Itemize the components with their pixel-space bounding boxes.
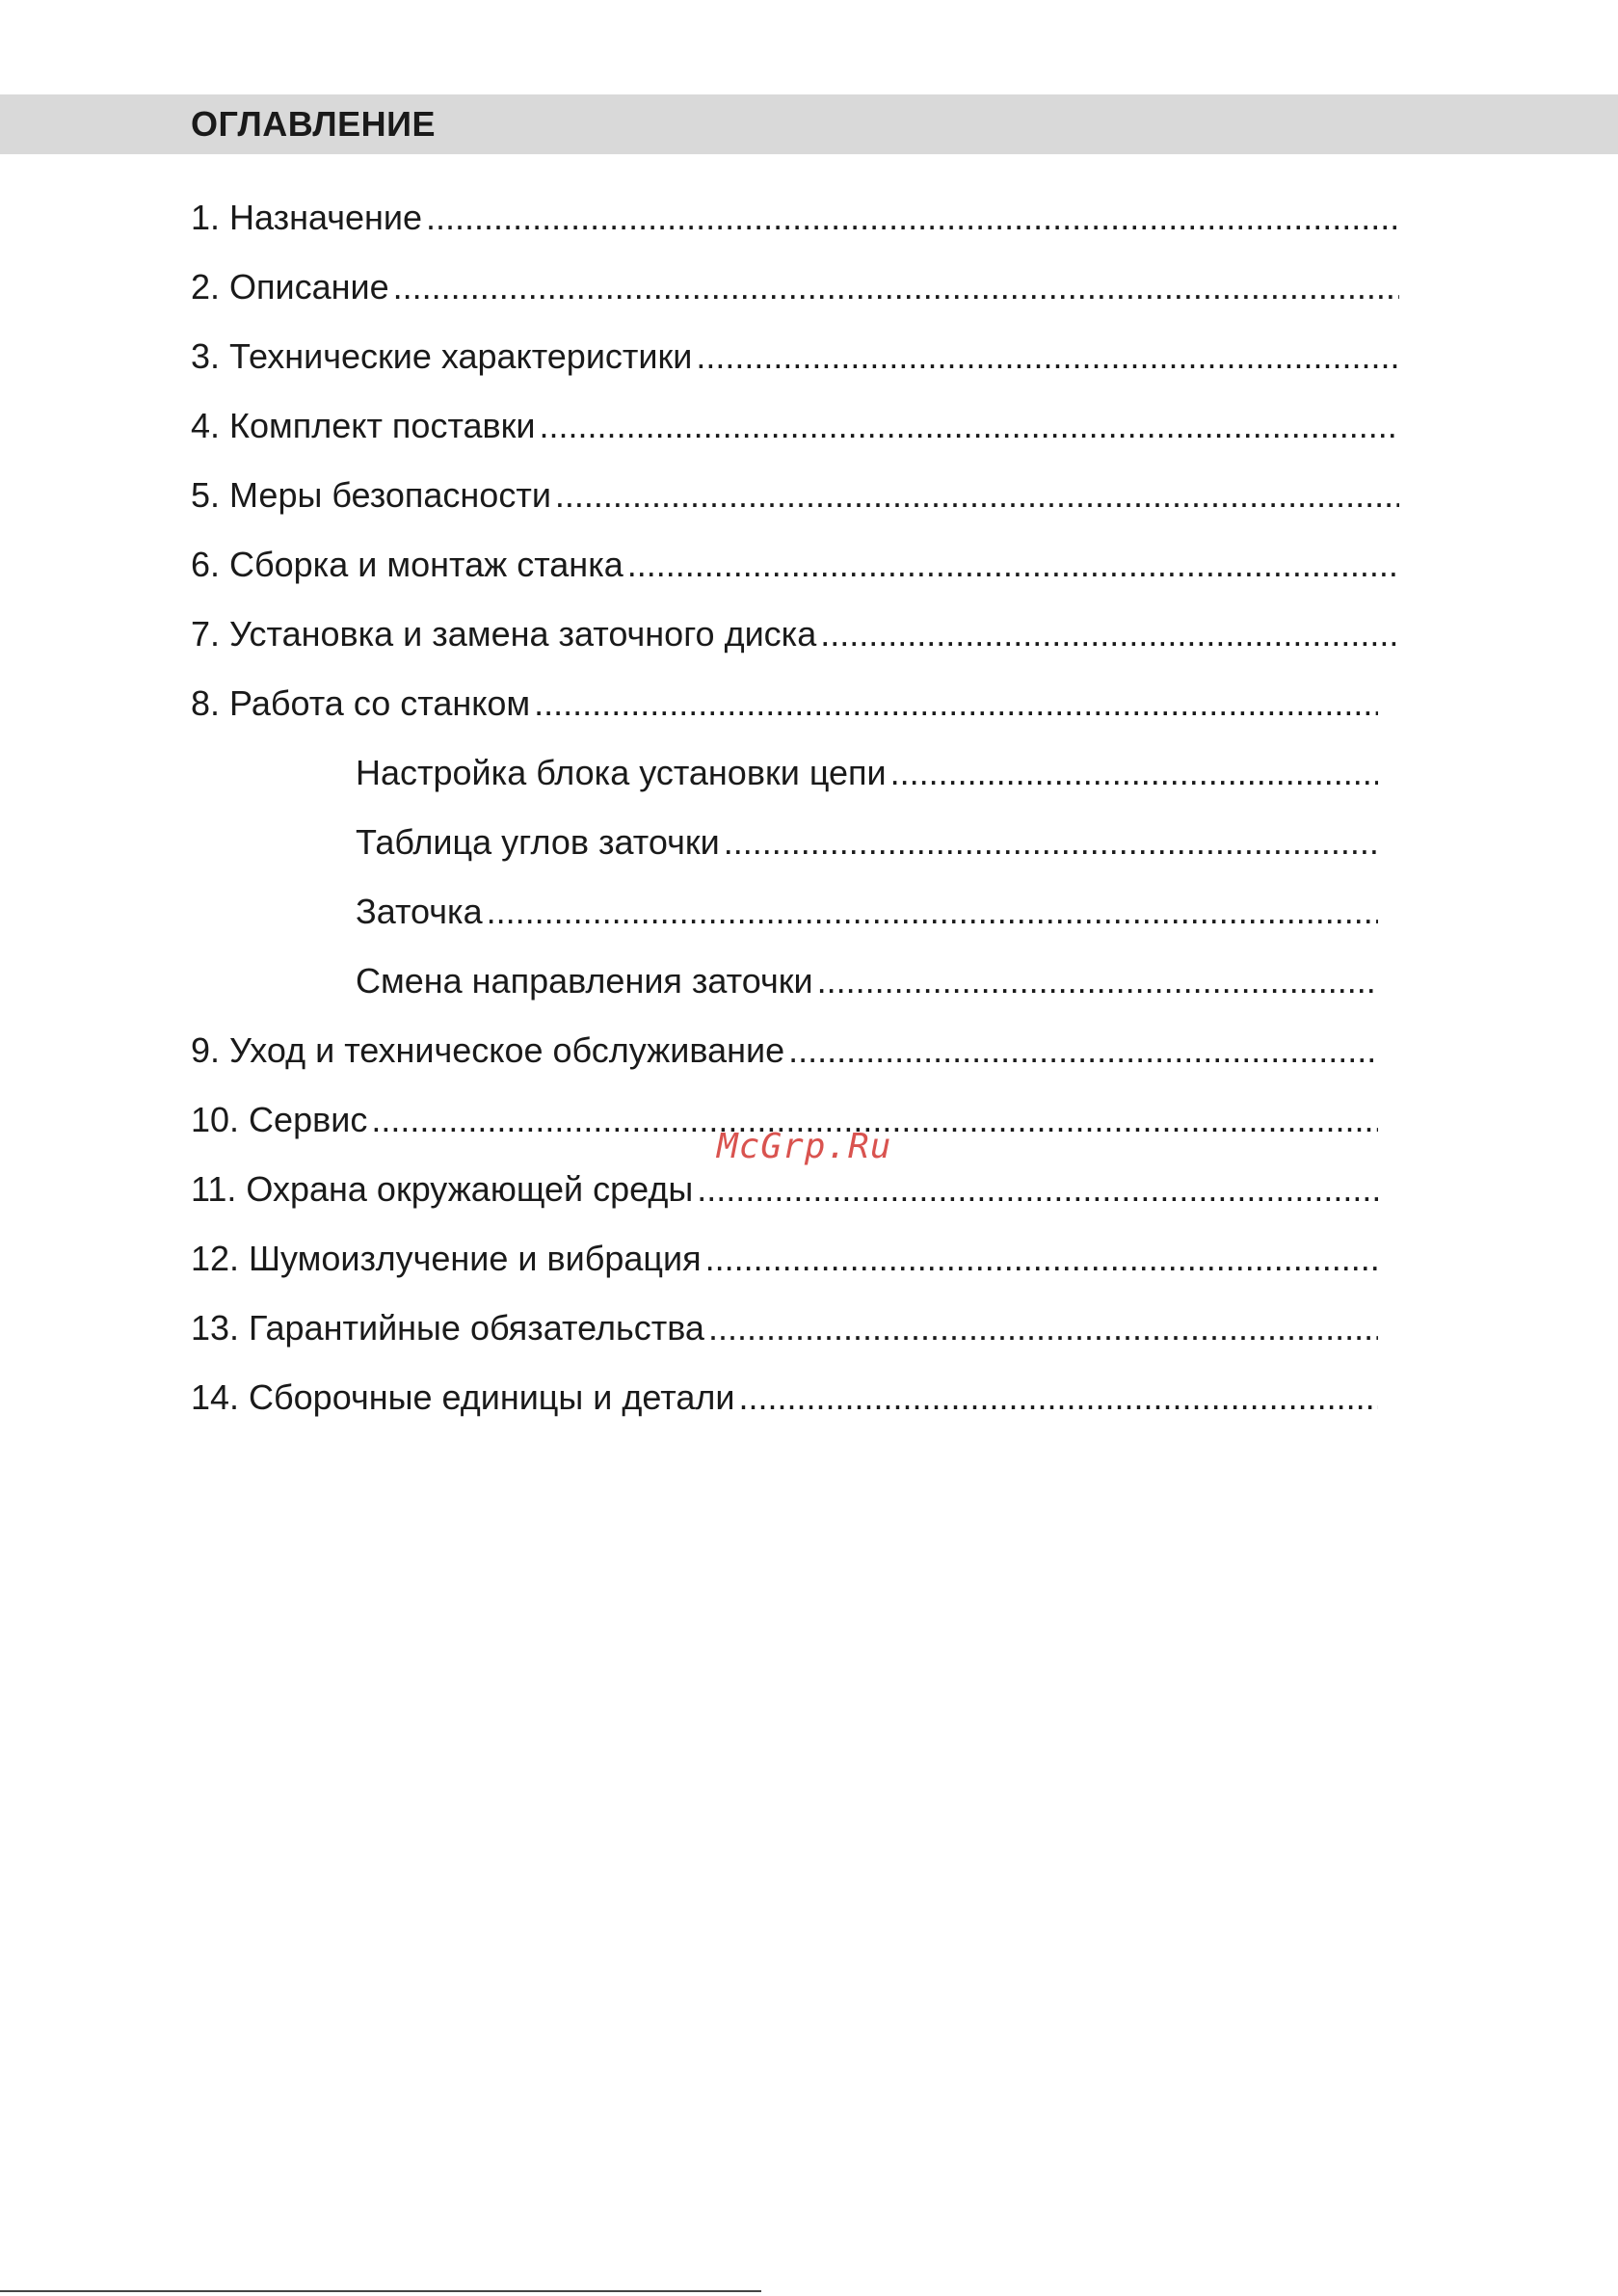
toc-entry-11[interactable] <box>191 1167 1378 1212</box>
toc-subentry-8-2[interactable] <box>356 820 1378 865</box>
bottom-divider <box>0 2290 761 2292</box>
watermark: McGrp.Ru <box>717 1127 892 1166</box>
toc-entry-label: 9. Уход и техническое обслуживание <box>191 1030 785 1070</box>
toc-leader-dots <box>708 1306 1378 1350</box>
toc-leader-dots <box>705 1237 1378 1281</box>
toc-entry-14[interactable] <box>191 1375 1378 1420</box>
toc-entry-label: 1. Назначение <box>191 198 423 237</box>
toc-leader-dots <box>738 1375 1378 1420</box>
toc-leader-dots <box>534 681 1378 726</box>
toc-entry-label: 11. Охрана окружающей среды <box>191 1169 694 1209</box>
toc-entry-3[interactable] <box>191 334 1399 379</box>
toc-entry-1[interactable] <box>191 196 1399 240</box>
toc-leader-dots <box>817 959 1378 1003</box>
toc-leader-dots <box>788 1028 1378 1073</box>
toc-entry-4[interactable] <box>191 404 1399 448</box>
toc-entry-label: 12. Шумоизлучение и вибрация <box>191 1239 702 1278</box>
toc-subentry-8-4[interactable] <box>356 959 1378 1003</box>
toc-entry-12[interactable] <box>191 1237 1378 1281</box>
toc-entry-9[interactable] <box>191 1028 1378 1073</box>
toc-entry-label: 8. Работа со станком <box>191 683 531 723</box>
toc-entry-label: 3. Технические характеристики <box>191 336 693 376</box>
toc-leader-dots <box>890 751 1378 795</box>
toc-entry-6[interactable] <box>191 543 1399 587</box>
toc-entry-2[interactable] <box>191 265 1399 309</box>
toc-entry-label: Смена направления заточки <box>356 961 813 1001</box>
toc-leader-dots <box>540 404 1399 448</box>
toc-leader-dots <box>393 265 1399 309</box>
toc-entry-label: Настройка блока установки цепи <box>356 753 887 792</box>
toc-leader-dots <box>696 334 1399 379</box>
toc-subentry-8-3[interactable] <box>356 890 1378 934</box>
toc-subentry-8-1[interactable] <box>356 751 1378 795</box>
toc-leader-dots <box>697 1167 1378 1212</box>
toc-entry-7[interactable] <box>191 612 1399 656</box>
toc-entry-label: Заточка <box>356 892 483 931</box>
toc-leader-dots <box>487 890 1378 934</box>
page-title: ОГЛАВЛЕНИЕ <box>191 104 437 144</box>
toc-entry-label: 7. Установка и замена заточного диска <box>191 614 817 654</box>
toc-entry-label: 6. Сборка и монтаж станка <box>191 545 623 584</box>
toc-entry-label: 4. Комплект поставки <box>191 406 536 445</box>
toc-entry-label: 5. Меры безопасности <box>191 475 551 515</box>
toc-leader-dots <box>820 612 1399 656</box>
toc-entry-5[interactable] <box>191 473 1399 518</box>
toc-entry-8[interactable] <box>191 681 1378 726</box>
toc-entry-label: 2. Описание <box>191 267 389 307</box>
toc-entry-13[interactable] <box>191 1306 1378 1350</box>
toc-leader-dots <box>724 820 1378 865</box>
toc-entry-label: 10. Сервис <box>191 1100 368 1139</box>
toc-entry-label: 14. Сборочные единицы и детали <box>191 1377 735 1417</box>
toc-leader-dots <box>555 473 1399 518</box>
toc-leader-dots <box>627 543 1399 587</box>
toc-entry-label: Таблица углов заточки <box>356 822 720 862</box>
toc-entry-label: 13. Гарантийные обязательства <box>191 1308 704 1348</box>
toc-leader-dots <box>426 196 1399 240</box>
